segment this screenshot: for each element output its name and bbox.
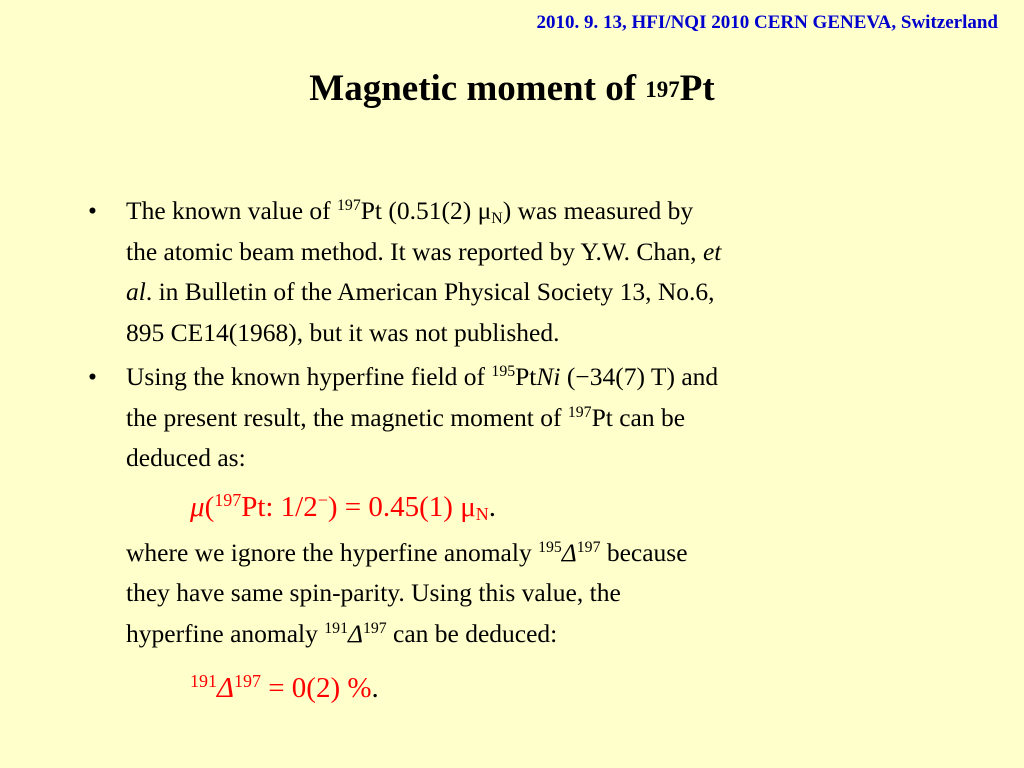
- superscript: 197: [576, 538, 601, 556]
- superscript: −: [317, 489, 328, 510]
- text-run: Using the known hyperfine field of: [126, 362, 492, 391]
- title-mass-number: 197: [645, 77, 680, 102]
- bullet1-line4: 895 CE14(1968), but it was not published.: [126, 317, 560, 347]
- text-run: can be deduced:: [386, 618, 558, 648]
- bullet-item-known-value: [82, 191, 942, 353]
- bullet1-line3: [126, 272, 942, 313]
- superscript: 197: [214, 489, 242, 510]
- mu-symbol: μ: [460, 490, 476, 523]
- slide-body: [82, 191, 942, 710]
- title-element: Pt: [679, 68, 715, 109]
- text-run: (−34(7) T) and: [560, 362, 719, 391]
- superscript: 191: [324, 619, 348, 637]
- delta-symbol: Δ: [561, 537, 577, 567]
- superscript: 197: [233, 671, 261, 692]
- italic-text: al: [126, 277, 146, 306]
- period: .: [371, 672, 379, 704]
- continuation-line2: they have same spin-parity. Using this value, the: [126, 578, 621, 607]
- delta-symbol: Δ: [216, 672, 234, 704]
- superscript: 197: [362, 619, 387, 637]
- text-run: Pt can be: [591, 402, 686, 432]
- text-run: = 0(2) %: [260, 672, 372, 704]
- slide-title: [0, 70, 1024, 107]
- magnetic-moment-equation: [82, 485, 942, 529]
- superscript: 197: [337, 197, 361, 215]
- italic-text: et: [702, 236, 722, 266]
- text-run: ) was measured by: [502, 196, 694, 225]
- mu-symbol: μ: [190, 490, 205, 523]
- italic-text: Ni: [536, 362, 561, 391]
- text-run: . in Bulletin of the American Physical Society 13, No.6,: [145, 277, 715, 306]
- text-run: hyperfine anomaly: [126, 618, 325, 648]
- bullet1-line1: [126, 191, 942, 232]
- title-text: Magnetic moment of: [309, 68, 646, 109]
- text-run: Pt (0.51(2): [360, 196, 478, 225]
- continuation-line1: [126, 533, 942, 574]
- superscript: 191: [190, 671, 217, 692]
- bullet1-line2: [126, 232, 942, 273]
- bullet2-line2: [126, 398, 942, 439]
- text-run: Pt: 1/2: [241, 490, 318, 523]
- bullet-icon: •: [88, 362, 97, 391]
- continuation-line3: [126, 614, 942, 655]
- bullet2-line3: deduced as:: [126, 443, 246, 472]
- superscript: 195: [491, 363, 516, 381]
- hyperfine-anomaly-equation: [82, 666, 942, 710]
- text-run: the present result, the magnetic moment of: [126, 402, 568, 432]
- text-run: Pt: [515, 362, 537, 391]
- subscript: N: [475, 503, 489, 524]
- text-run: the atomic beam method. It was reported by Y.W. Chan,: [126, 236, 703, 266]
- bullet-icon: •: [88, 196, 97, 225]
- bullet-item-hyperfine-field: [82, 357, 942, 479]
- text-run: (: [204, 490, 215, 523]
- period: .: [488, 490, 497, 523]
- superscript: 197: [567, 403, 592, 421]
- superscript: 195: [538, 538, 562, 556]
- delta-symbol: Δ: [347, 618, 363, 648]
- text-run: ) = 0.45(1): [327, 490, 461, 523]
- mu-symbol: μ: [477, 196, 492, 225]
- text-run: The known value of: [126, 196, 338, 225]
- conference-header: 2010. 9. 13, HFI/NQI 2010 CERN GENEVA, Switzerland: [536, 12, 998, 33]
- text-run: because: [600, 537, 688, 567]
- subscript: N: [491, 209, 503, 227]
- continuation-paragraph: [82, 533, 942, 655]
- text-run: where we ignore the hyperfine anomaly: [126, 537, 539, 567]
- bullet2-line1: [126, 357, 942, 398]
